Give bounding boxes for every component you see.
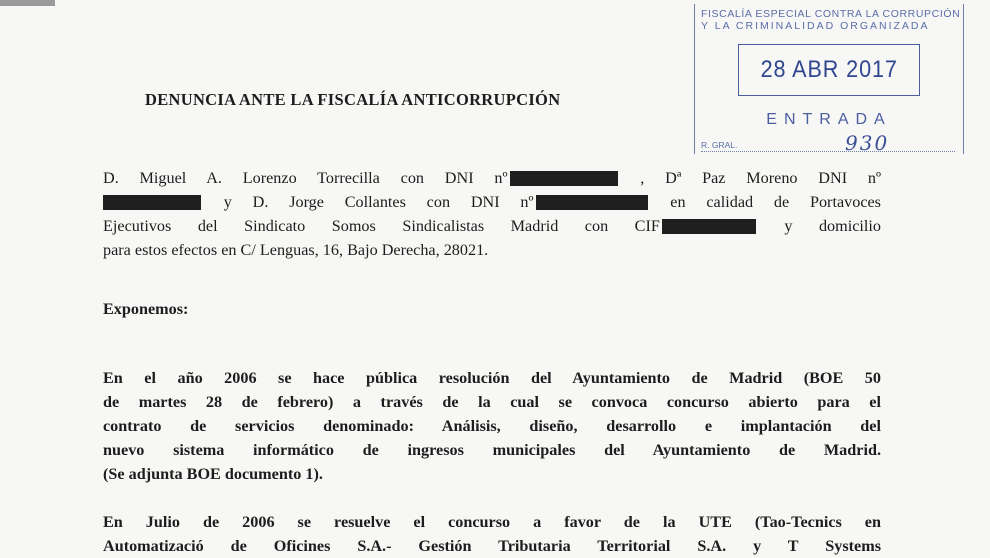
intro-line-2: y D. Jorge Collantes con DNI nº en calidad de Portavoces	[103, 190, 881, 214]
registry-stamp	[694, 4, 964, 154]
body-paragraph-2	[103, 510, 881, 558]
p1-line-4: nuevo sistema informático de ingresos municipales del Ayuntamiento de Madrid.	[103, 441, 881, 459]
p1-line-1: En el año 2006 se hace pública resolución del Ayuntamiento de Madrid (BOE 50	[103, 369, 881, 387]
redaction-block	[662, 219, 756, 234]
body-paragraph-1	[103, 366, 881, 486]
intro-line-1: D. Miguel A. Lorenzo Torrecilla con DNI nº , Dª Paz Moreno DNI nº	[103, 169, 881, 187]
stamp-entry-number: 930	[845, 131, 890, 155]
stamp-dotted-rule	[701, 151, 955, 152]
section-heading	[103, 297, 881, 321]
scan-corner-mark	[0, 0, 55, 6]
stamp-organization	[695, 4, 963, 32]
intro-line-4: para estos efectos en C/ Lenguas, 16, Bajo Derecha, 28021.	[103, 241, 489, 259]
p1-line-5: (Se adjunta BOE documento 1).	[103, 465, 323, 483]
section-heading-text: Exponemos:	[103, 300, 189, 318]
stamp-date: 28 ABR 2017	[760, 56, 898, 83]
p1-line-2: de martes 28 de febrero) a través de la cual se convoca concurso abierto para el	[103, 393, 881, 411]
document-title: DENUNCIA ANTE LA FISCALÍA ANTICORRUPCIÓN	[145, 90, 561, 109]
stamp-entrada: ENTRADA	[766, 111, 892, 128]
p2-line-1: En Julio de 2006 se resuelve el concurso a favor de la UTE (Tao-Tecnics en	[103, 513, 881, 531]
redaction-block	[510, 171, 618, 186]
stamp-date-box	[738, 44, 920, 96]
p1-line-3: contrato de servicios denominado: Análisis, diseño, desarrollo e implantación del	[103, 417, 881, 435]
p2-line-2: Automatizació de Oficines S.A.- Gestión Tributaria Territorial S.A. y T Systems	[103, 537, 881, 555]
redaction-block	[103, 195, 201, 210]
redaction-block	[536, 195, 648, 210]
stamp-registro-general: R. GRAL.	[701, 140, 738, 150]
intro-paragraph	[103, 166, 881, 262]
stamp-org-line-2: Y LA CRIMINALIDAD ORGANIZADA	[701, 20, 930, 32]
intro-line-3: Ejecutivos del Sindicato Somos Sindicalistas Madrid con CIF y domicilio	[103, 217, 881, 235]
stamp-org-line-1: FISCALÍA ESPECIAL CONTRA LA CORRUPCIÓN	[701, 8, 961, 20]
